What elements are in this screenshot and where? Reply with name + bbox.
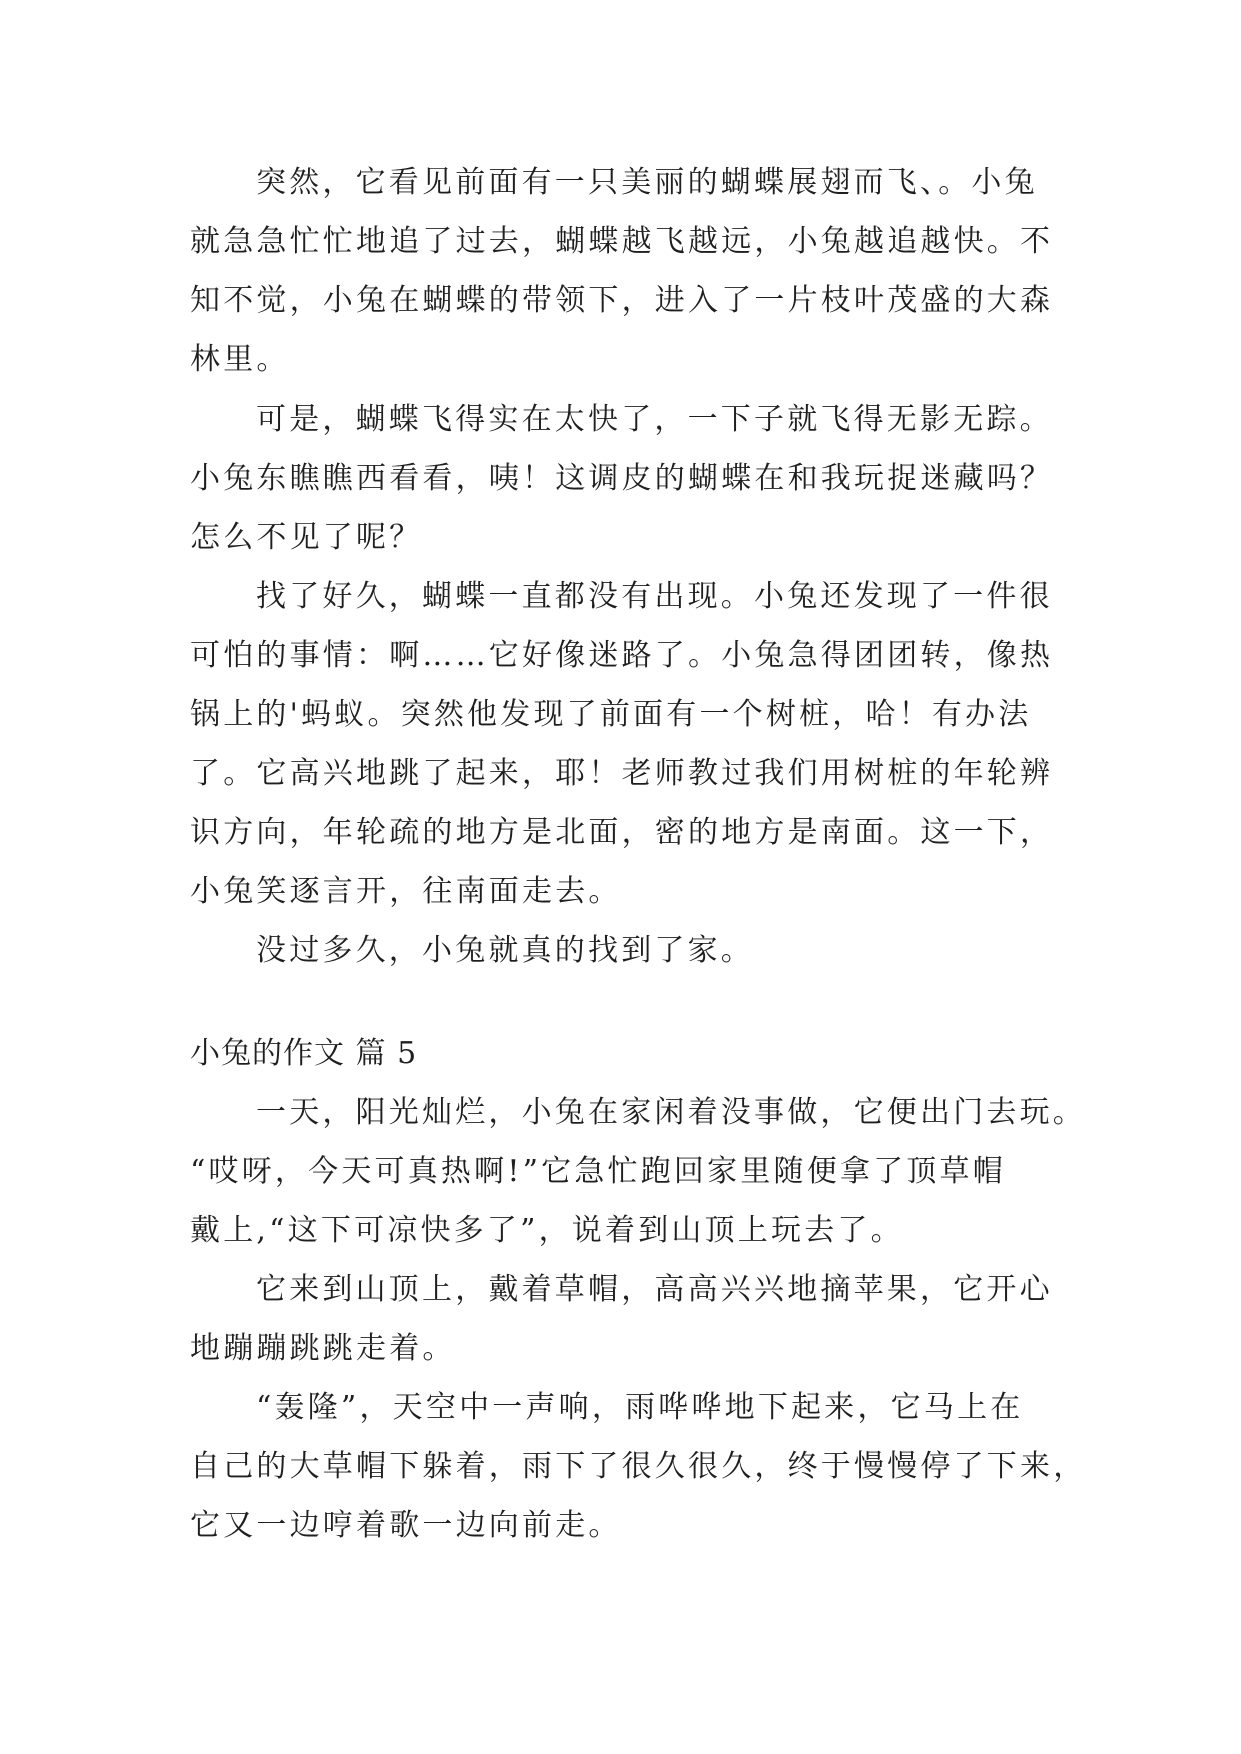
paragraph-line: “哎呀，今天可真热啊!”它急忙跑回家里随便拿了顶草帽 <box>190 1154 1006 1189</box>
paragraph-line: 可怕的事情：啊……它好像迷路了。小兔急得团团转，像热 <box>190 638 1054 673</box>
paragraph-line: 自己的大草帽下躲着，雨下了很久很久，终于慢慢停了下来， <box>190 1449 1087 1484</box>
section-heading: 小兔的作文 篇 5 <box>190 1036 418 1071</box>
paragraph-line: 小兔笑逐言开，往南面走去。 <box>190 874 622 909</box>
paragraph-line: 一天，阳光灿烂，小兔在家闲着没事做，它便出门去玩。 <box>256 1095 1086 1130</box>
paragraph-line: 了。它高兴地跳了起来，耶！老师教过我们用树桩的年轮辨 <box>190 756 1054 791</box>
paragraph-line: 戴上,“这下可凉快多了”，说着到山顶上玩去了。 <box>190 1213 904 1248</box>
paragraph-line: 林里。 <box>190 342 290 377</box>
paragraph-line: “轰隆”，天空中一声响，雨哗哗地下起来，它马上在 <box>256 1390 1024 1425</box>
paragraph-line: 地蹦蹦跳跳走着。 <box>190 1331 456 1366</box>
paragraph-line: 它又一边哼着歌一边向前走。 <box>190 1508 622 1543</box>
paragraph-line: 它来到山顶上，戴着草帽，高高兴兴地摘苹果，它开心 <box>256 1272 1053 1307</box>
paragraph-line: 突然，它看见前面有一只美丽的蝴蝶展翅而飞、。小兔 <box>256 165 1038 200</box>
paragraph-line: 可是，蝴蝶飞得实在太快了，一下子就飞得无影无踪。 <box>256 402 1053 437</box>
paragraph-line: 怎么不见了呢？ <box>190 520 423 555</box>
paragraph-line: 小兔东瞧瞧西看看，咦！这调皮的蝴蝶在和我玩捉迷藏吗？ <box>190 461 1054 496</box>
paragraph-line: 就急急忙忙地追了过去，蝴蝶越飞越远，小兔越追越快。不 <box>190 224 1054 259</box>
paragraph-line: 知不觉，小兔在蝴蝶的带领下，进入了一片枝叶茂盛的大森 <box>190 283 1054 318</box>
paragraph-line: 锅上的'蚂蚁。突然他发现了前面有一个树桩，哈！有办法 <box>190 697 1032 732</box>
paragraph-line: 没过多久，小兔就真的找到了家。 <box>256 933 754 968</box>
paragraph-line: 识方向，年轮疏的地方是北面，密的地方是南面。这一下， <box>190 815 1054 850</box>
paragraph-line: 找了好久，蝴蝶一直都没有出现。小兔还发现了一件很 <box>256 579 1053 614</box>
